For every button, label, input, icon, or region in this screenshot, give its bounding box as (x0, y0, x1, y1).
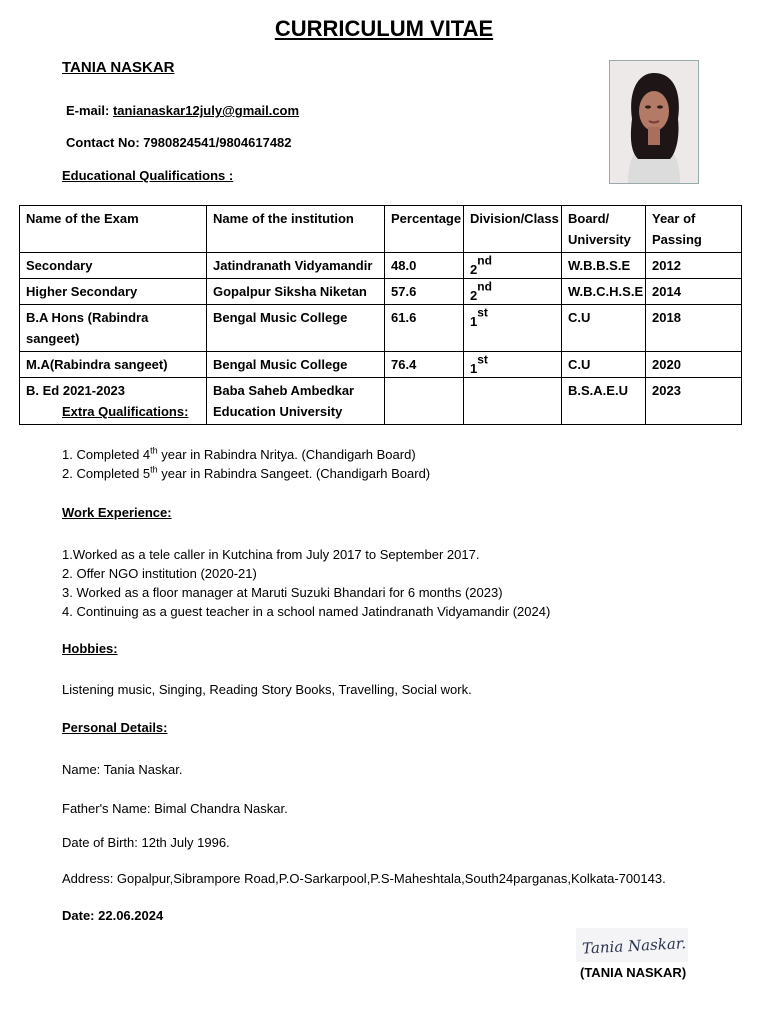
table-row (20, 305, 742, 352)
division-number: 2 (470, 288, 478, 303)
extra-qualifications-heading: Extra Qualifications: (62, 404, 189, 419)
cell-board: C.U (562, 305, 646, 352)
cell-exam: Higher Secondary (20, 279, 207, 305)
profile-photo (609, 60, 699, 184)
signature-image (576, 928, 688, 962)
cell-division (464, 378, 562, 425)
table-row (20, 253, 742, 279)
division-suffix: st (477, 305, 488, 320)
header-institution: Name of the institution (207, 206, 385, 253)
division-number: 2 (470, 262, 478, 277)
contact-line: Contact No: 7980824541/9804617482 (66, 135, 292, 150)
cell-institution: Jatindranath Vidyamandir (207, 253, 385, 279)
header-percentage: Percentage (385, 206, 464, 253)
cell-exam: M.A(Rabindra sangeet) (20, 352, 207, 378)
hobbies-heading: Hobbies: (62, 641, 118, 656)
header-division: Division/Class (464, 206, 562, 253)
cell-institution: Bengal Music College (207, 352, 385, 378)
cell-division (464, 253, 562, 279)
list-item: 2. Offer NGO institution (2020-21) (62, 566, 257, 581)
education-heading: Educational Qualifications : (62, 168, 234, 183)
email-link[interactable]: tanianaskar12july@gmail.com (112, 103, 300, 118)
cell-institution: Gopalpur Siksha Niketan (207, 279, 385, 305)
cell-year: 2020 (646, 352, 742, 378)
cell-division (464, 279, 562, 305)
cell-board: W.B.B.S.E (562, 253, 646, 279)
list-item: 4. Continuing as a guest teacher in a school named Jatindranath Vidyamandir (2024) (62, 604, 551, 619)
work-experience-heading: Work Experience: (62, 505, 172, 520)
division-number: 1 (470, 361, 478, 376)
personal-father: Father's Name: Bimal Chandra Naskar. (62, 801, 288, 816)
personal-address: Address: Gopalpur,Sibrampore Road,P.O-Sarkarpool,P.S-Maheshtala,South24parganas,Kolkata-700143. (62, 871, 666, 886)
cell-year: 2014 (646, 279, 742, 305)
cell-board: B.S.A.E.U (562, 378, 646, 425)
division-suffix: st (477, 352, 488, 367)
cell-exam: Secondary (20, 253, 207, 279)
cell-institution: Bengal Music College (207, 305, 385, 352)
candidate-name: TANIA NASKAR (62, 59, 175, 76)
header-year: Year of Passing (646, 206, 742, 253)
table-row (20, 279, 742, 305)
cell-institution: Baba Saheb Ambedkar Education University (207, 378, 385, 425)
education-table (19, 205, 742, 425)
personal-dob: Date of Birth: 12th July 1996. (62, 835, 230, 850)
personal-details-heading: Personal Details: (62, 720, 168, 735)
cell-board: W.B.C.H.S.E (562, 279, 646, 305)
list-item: 1.Worked as a tele caller in Kutchina from July 2017 to September 2017. (62, 547, 480, 562)
cell-percentage (385, 378, 464, 425)
personal-name: Name: Tania Naskar. (62, 762, 183, 777)
cell-division (464, 352, 562, 378)
header-exam: Name of the Exam (20, 206, 207, 253)
division-number: 1 (470, 314, 478, 329)
cell-year: 2012 (646, 253, 742, 279)
list-item: 3. Worked as a floor manager at Maruti Suzuki Bhandari for 6 months (2023) (62, 585, 503, 600)
cell-exam: B. Ed 2021-2023 (20, 378, 207, 425)
list-item: 1. Completed 4th year in Rabindra Nritya. (Chandigarh Board) (62, 445, 416, 462)
signature-name: (TANIA NASKAR) (580, 965, 687, 980)
cell-year: 2023 (646, 378, 742, 425)
division-suffix: nd (477, 253, 492, 268)
header-board: Board/ University (562, 206, 646, 253)
cell-division (464, 305, 562, 352)
cell-board: C.U (562, 352, 646, 378)
cv-title: CURRICULUM VITAE (274, 16, 494, 41)
hobbies-text: Listening music, Singing, Reading Story Books, Travelling, Social work. (62, 682, 472, 697)
document-date: Date: 22.06.2024 (62, 908, 164, 923)
cell-year: 2018 (646, 305, 742, 352)
cell-percentage: 57.6 (385, 279, 464, 305)
list-item: 2. Completed 5th year in Rabindra Sangeet. (Chandigarh Board) (62, 464, 431, 481)
cell-percentage: 76.4 (385, 352, 464, 378)
cell-percentage: 61.6 (385, 305, 464, 352)
cell-percentage: 48.0 (385, 253, 464, 279)
table-header-row (20, 206, 742, 253)
cell-exam: B.A Hons (Rabindra sangeet) (20, 305, 207, 352)
table-row (20, 352, 742, 378)
svg-text:Tania Naskar.: Tania Naskar. (581, 934, 687, 958)
email-line: E-mail: tanianaskar12july@gmail.com (66, 103, 300, 118)
division-suffix: nd (477, 279, 492, 294)
